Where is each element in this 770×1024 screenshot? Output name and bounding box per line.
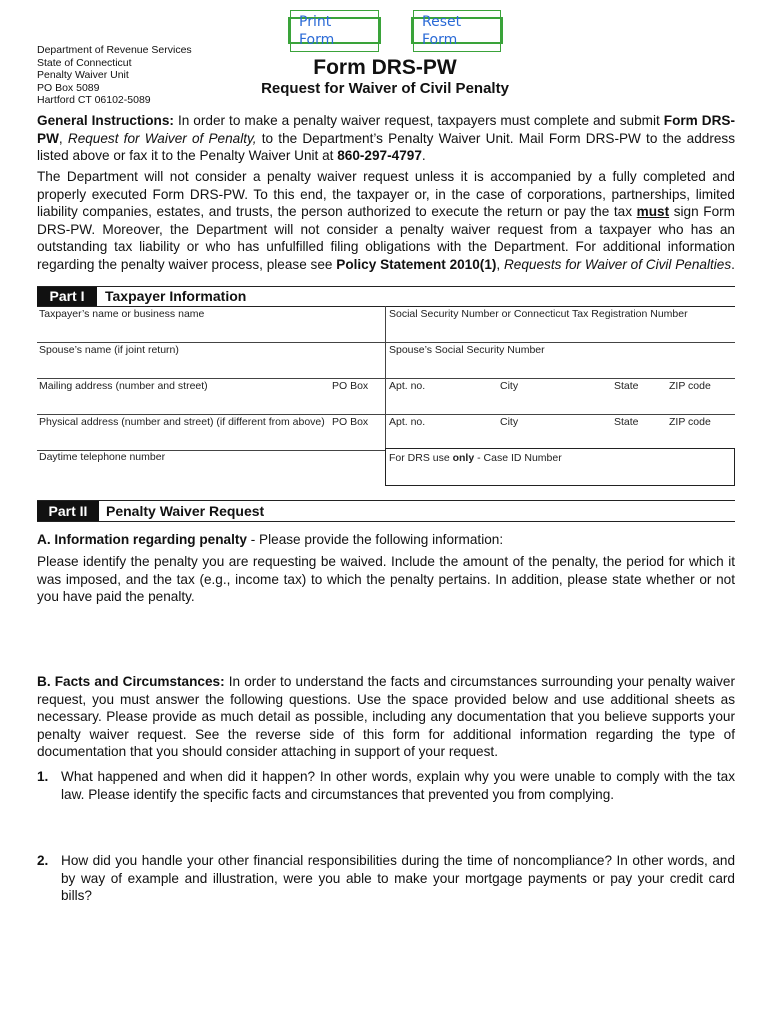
consider-end: . bbox=[731, 256, 735, 272]
taxpayer-name-label: Taxpayer’s name or business name bbox=[39, 308, 205, 320]
reset-form-button[interactable] bbox=[411, 13, 503, 48]
mailing-city-label: City bbox=[500, 380, 519, 392]
drs-use-pre: For DRS use bbox=[389, 452, 453, 464]
general-sep: , bbox=[58, 130, 68, 146]
mailing-state-label: State bbox=[614, 380, 639, 392]
agency-line: Hartford CT 06102-5089 bbox=[37, 94, 151, 107]
print-form-label: Print Form bbox=[290, 10, 379, 52]
physical-po-box-label: PO Box bbox=[332, 416, 369, 428]
question-number: 2. bbox=[37, 853, 49, 868]
general-end: . bbox=[421, 148, 426, 163]
policy-statement-ref: Policy Statement 2010(1) bbox=[336, 256, 497, 272]
question-text: How did you handle your other financial responsibilities during the time of noncompliance? In other words, and by way of example and illustration, were you able to make your mortgage payments or pay your credit card bills? bbox=[61, 853, 735, 903]
section-a-body: Please identify the penalty you are requesting be waived. Include the amount of the penalty, the period for which it was imposed, and the tax (e.g., income tax) to which the penalty pertains. In addition, please state whether or not you have paid the penalty. bbox=[37, 554, 735, 604]
section-b-body: In order to understand the facts and circumstances surrounding your penalty waiver request, you must answer the following questions. Use the space provided below and use additional sheets as necessary. Please provide as much detail as possible, including any documentation that you believe supports your penalty waiver request. See the reverse side of this form for additional information regarding the type of documentation that you should consider attaching in support of your request. bbox=[37, 674, 735, 759]
form-subtitle: Request for Waiver of Civil Penalty bbox=[261, 80, 509, 97]
drs-use-post: - Case ID Number bbox=[474, 452, 562, 464]
field-divider bbox=[37, 378, 735, 379]
drs-use-box bbox=[385, 448, 735, 486]
physical-zip-label: ZIP code bbox=[669, 416, 711, 428]
part1-title: Taxpayer Information bbox=[105, 288, 247, 304]
field-divider bbox=[37, 414, 735, 415]
agency-line: Department of Revenue Services bbox=[37, 44, 192, 56]
question-number: 1. bbox=[37, 769, 49, 784]
part2-title: Penalty Waiver Request bbox=[106, 503, 265, 519]
reset-form-label: Reset Form bbox=[413, 10, 501, 52]
consideration-paragraph bbox=[37, 168, 735, 273]
policy-title-ref: Requests for Waiver of Civil Penalties bbox=[503, 256, 732, 272]
mailing-apt-label: Apt. no. bbox=[389, 380, 426, 392]
part2-header bbox=[37, 500, 735, 522]
section-b-title: B. Facts and Circumstances: bbox=[37, 674, 225, 689]
section-a-heading bbox=[37, 531, 735, 549]
field-divider bbox=[37, 342, 735, 343]
daytime-phone-label: Daytime telephone number bbox=[39, 451, 166, 463]
agency-address bbox=[37, 44, 192, 107]
print-form-button[interactable] bbox=[288, 13, 381, 48]
agency-line: PO Box 5089 bbox=[37, 81, 100, 94]
part1-header bbox=[37, 286, 735, 307]
consider-text: The Department will not consider a penalty waiver request unless it is accompanied by a fully completed and properly executed Form DRS-PW. To this end, the taxpayer or, in the case of corporations, partnerships, limited liability companies, estates, and trusts, the person authorized to execute the return or pay the tax bbox=[37, 169, 735, 219]
physical-apt-label: Apt. no. bbox=[389, 416, 426, 428]
part1-tag: Part I bbox=[37, 287, 97, 306]
section-a-rest: - Please provide the following information: bbox=[246, 532, 504, 547]
drs-use-only: only bbox=[452, 452, 475, 464]
consider-sep: , bbox=[496, 256, 504, 272]
physical-city-label: City bbox=[500, 416, 519, 428]
spouse-name-label: Spouse’s name (if joint return) bbox=[39, 344, 179, 356]
part2-tag: Part II bbox=[37, 501, 99, 521]
consider-text: sign Form DRS-PW. Moreover, the Department will not consider a penalty waiver request from a taxpayer who has an outstanding tax liability or who has unfulfilled filing obligations with the Department. For additional information regarding the penalty waiver process, please see bbox=[37, 204, 735, 272]
ssn-label: Social Security Number or Connecticut Tax Registration Number bbox=[389, 308, 688, 320]
physical-state-label: State bbox=[614, 416, 639, 428]
agency-line: State of Connecticut bbox=[37, 56, 132, 69]
question-text: What happened and when did it happen? In other words, explain why you were unable to comply with the tax law. Please identify the specific facts and circumstances that prevented you from complying. bbox=[61, 769, 735, 802]
spouse-ssn-label: Spouse’s Social Security Number bbox=[389, 344, 545, 356]
drs-use-label bbox=[389, 452, 562, 465]
general-text: In order to make a penalty waiver request, taxpayers must complete and submit bbox=[173, 113, 664, 128]
fax-number: 860-297-4797 bbox=[337, 148, 422, 163]
section-a-title: A. Information regarding penalty bbox=[37, 532, 247, 547]
request-title-ref: Request for Waiver of Penalty, bbox=[67, 130, 257, 146]
form-title: Form DRS-PW bbox=[313, 56, 457, 79]
general-instructions-heading: General Instructions: bbox=[37, 113, 174, 128]
must-emphasis: must bbox=[636, 204, 670, 219]
section-b-paragraph bbox=[37, 673, 735, 761]
mailing-po-box-label: PO Box bbox=[332, 380, 369, 392]
agency-line: Penalty Waiver Unit bbox=[37, 69, 129, 82]
general-instructions bbox=[37, 112, 735, 165]
mailing-zip-label: ZIP code bbox=[669, 380, 711, 392]
mailing-address-label: Mailing address (number and street) bbox=[39, 380, 208, 392]
general-text: to the Department’s Penalty Waiver Unit. Mail Form DRS-PW to the address listed above or fax it to the Penalty Waiver Unit at bbox=[37, 130, 736, 163]
form-name-ref: Form DRS-PW bbox=[37, 113, 735, 146]
physical-address-label: Physical address (number and street) (if different from above) bbox=[39, 416, 325, 428]
